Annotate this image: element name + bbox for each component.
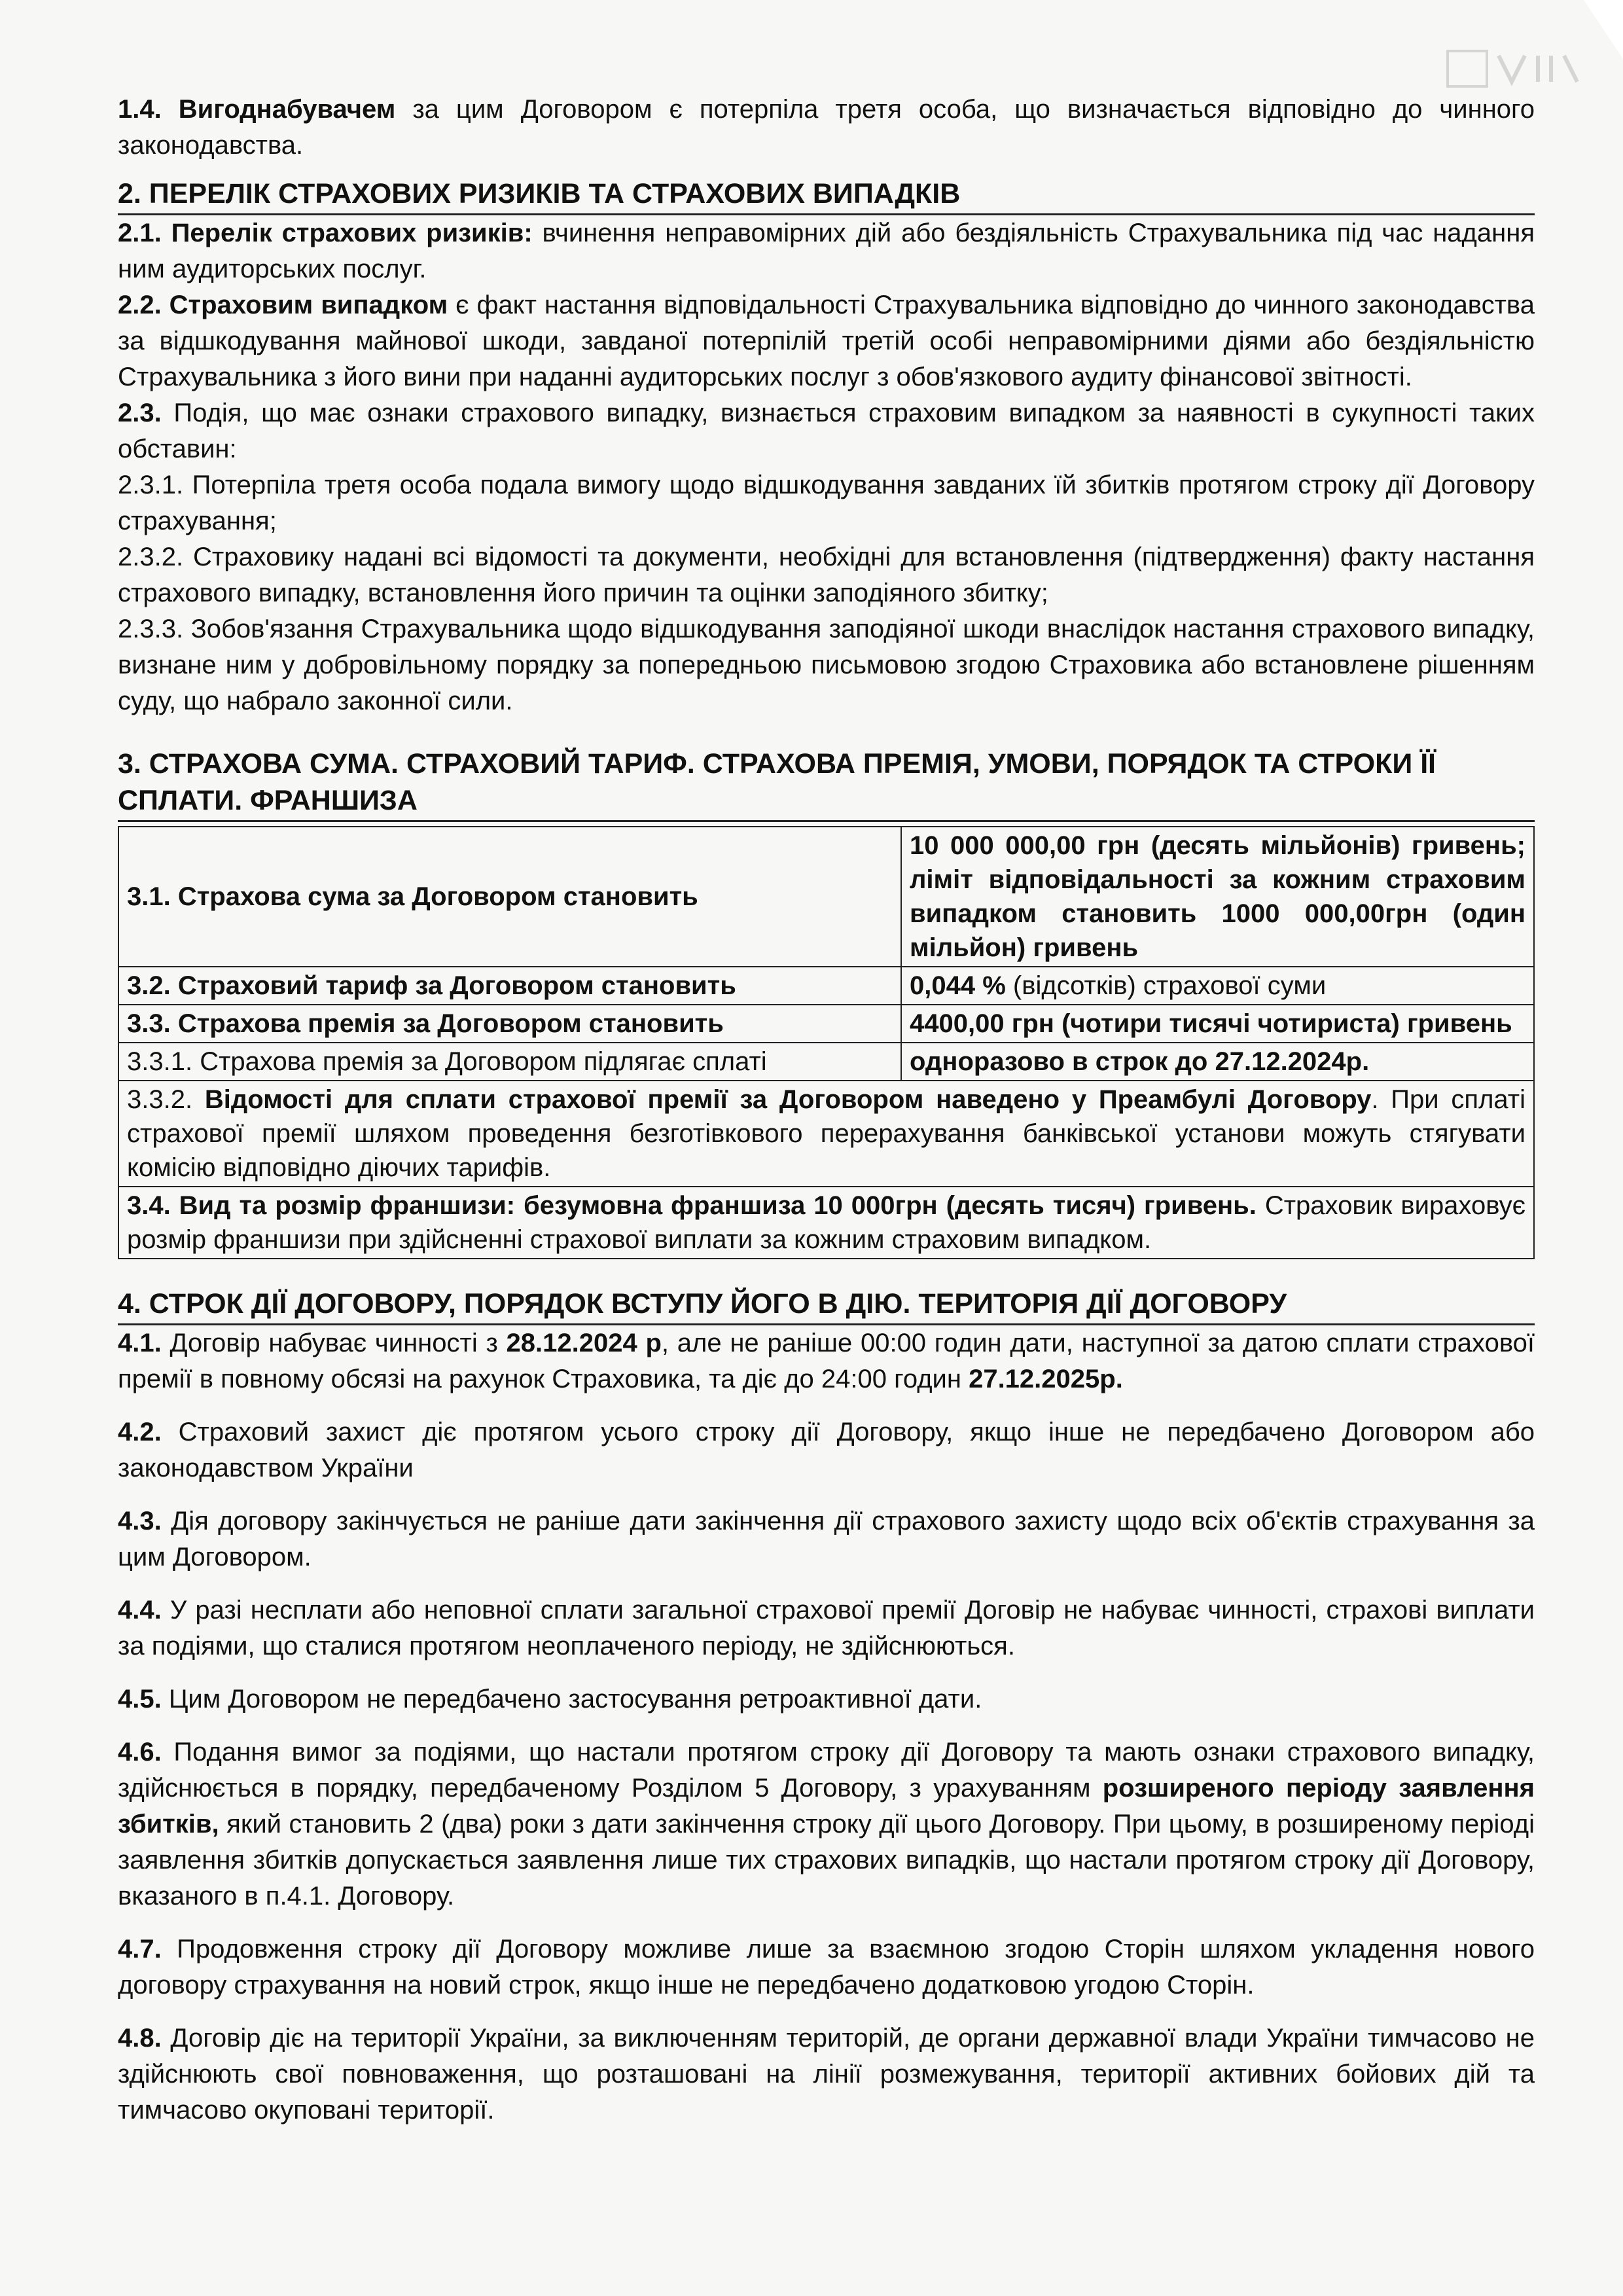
table-row (118, 1081, 1534, 1187)
premium-label: 3.3. Страхова премія за Договором становить (118, 1005, 901, 1043)
insurance-terms-table (118, 826, 1535, 1259)
section-3-heading: 3. СТРАХОВА СУМА. СТРАХОВИЙ ТАРИФ. СТРАХОВА ПРЕМІЯ, УМОВИ, ПОРЯДОК ТА СТРОКИ ЇЇ СПЛАТИ. ФРАНШИЗА (118, 745, 1535, 822)
clause-2-3-2: 2.3.2. Страховику надані всі відомості та документи, необхідні для встановлення (підтвердження) факту настання страхового випадку, встановлення його причин та оцінки заподіяного збитку; (118, 543, 1535, 607)
tariff-value: 0,044 % (відсотків) страхової суми (901, 967, 1534, 1005)
payment-details: 3.3.2. Відомості для сплати страхової премії за Договором наведено у Преамбулі Договору. При сплаті страхової премії шляхом проведення безготівкового перерахування банківської установи можуть стягувати комісію відповідно діючих тарифів. (118, 1081, 1534, 1187)
clause-4-3: 4.3. Дія договору закінчується не раніше дати закінчення дії страхового захисту щодо всіх об'єктів страхування за цим Договором. (118, 1507, 1535, 1571)
folded-corner (1584, 0, 1623, 59)
clause-4-1: 4.1. Договір набуває чинності з 28.12.2024 р, але не раніше 00:00 годин дати, наступної за датою сплати страхової премії в повному обсязі на рахунок Страховика, та діє до 24:00 годин 27.12.2025р. (118, 1329, 1535, 1393)
clause-2-1: 2.1. Перелік страхових ризиків: вчинення неправомірних дій або бездіяльність Страхувальника під час надання ним аудиторських послуг. (118, 219, 1535, 283)
table-row (118, 1043, 1534, 1081)
clause-2-3: 2.3. Подія, що має ознаки страхового випадку, визнається страховим випадком за наявності в сукупності таких обставин: (118, 399, 1535, 463)
section-2-heading: 2. ПЕРЕЛІК СТРАХОВИХ РИЗИКІВ ТА СТРАХОВИХ ВИПАДКІВ (118, 175, 1535, 215)
clause-4-4: 4.4. У разі несплати або неповної сплати загальної страхової премії Договір не набуває чинності, страхові виплати за подіями, що сталися протягом неоплаченого періоду, не здійснюються. (118, 1596, 1535, 1660)
clause-2-3-1: 2.3.1. Потерпіла третя особа подала вимогу щодо відшкодування завданих їй збитків протягом строку дії Договору страхування; (118, 471, 1535, 535)
payment-term-value: одноразово в строк до 27.12.2024р. (901, 1043, 1534, 1081)
clause-4-5: 4.5. Цим Договором не передбачено застосування ретроактивної дати. (118, 1685, 982, 1713)
tariff-label: 3.2. Страховий тариф за Договором становить (118, 967, 901, 1005)
clause-4-6: 4.6. Подання вимог за подіями, що настали протягом строку дії Договору та мають ознаки страхового випадку, здійснюється в порядку, передбаченому Розділом 5 Договору, з урахуванням розширеного періоду заявлення збитків, який становить 2 (два) роки з дати закінчення строку дії цього Договору. При цьому, в розширеному періоді заявлення збитків допускається заявлення лише тих страхових випадків, що настали протягом строку дії Договору, вказаного в п.4.1. Договору. (118, 1738, 1535, 1910)
clause-2-2: 2.2. Страховим випадком є факт настання відповідальності Страхувальника відповідно до чинного законодавства за відшкодування майнової шкоди, завданої потерпілій третій особі неправомірними діями або бездіяльністю Страхувальника з його вини при наданні аудиторських послуг з обов'язкового аудиту фінансової звітності. (118, 291, 1535, 391)
clause-1-4: 1.4. Вигоднабувачем за цим Договором є потерпіла третя особа, що визначається відповідно до чинного законодавства. (118, 95, 1535, 160)
table-row (118, 967, 1534, 1005)
premium-value: 4400,00 грн (чотири тисячі чотириста) гривень (901, 1005, 1534, 1043)
clause-4-2: 4.2. Страховий захист діє протягом усього строку дії Договору, якщо інше не передбачено Договором або законодавством України (118, 1418, 1535, 1482)
clause-2-3-3: 2.3.3. Зобов'язання Страхувальника щодо відшкодування заподіяної шкоди внаслідок настання страхового випадку, визнане ним у добровільному порядку за попередньою письмовою згодою Страховика або встановлене рішенням суду, що набрало законної сили. (118, 615, 1535, 715)
table-row (118, 1005, 1534, 1043)
clause-4-8: 4.8. Договір діє на території України, за виключенням територій, де органи державної влади України тимчасово не здійснюють свої повноваження, що розташовані на лінії розмежування, території активних бойових дій та тимчасово окуповані території. (118, 2024, 1535, 2125)
section-4-heading: 4. СТРОК ДІЇ ДОГОВОРУ, ПОРЯДОК ВСТУПУ ЙОГО В ДІЮ. ТЕРИТОРІЯ ДІЇ ДОГОВОРУ (118, 1285, 1535, 1325)
document-page (118, 92, 1535, 2128)
company-logo-watermark (1446, 46, 1584, 92)
clause-4-7: 4.7. Продовження строку дії Договору можливе лише за взаємною згодою Сторін шляхом укладення нового договору страхування на новий строк, якщо інше не передбачено додатковою угодою Сторін. (118, 1935, 1535, 2000)
insured-sum-label: 3.1. Страхова сума за Договором становить (118, 827, 901, 967)
payment-term-label: 3.3.1. Страхова премія за Договором підлягає сплаті (118, 1043, 901, 1081)
deductible: 3.4. Вид та розмір франшизи: безумовна франшиза 10 000грн (десять тисяч) гривень. Страховик вираховує розмір франшизи при здійсненні страхової виплати за кожним страховим випадком. (118, 1187, 1534, 1259)
insured-sum-value: 10 000 000,00 грн (десять мільйонів) гривень; ліміт відповідальності за кожним страховим випадком становить 1000 000,00грн (один мільйон) гривень (901, 827, 1534, 967)
table-row (118, 827, 1534, 967)
table-row (118, 1187, 1534, 1259)
